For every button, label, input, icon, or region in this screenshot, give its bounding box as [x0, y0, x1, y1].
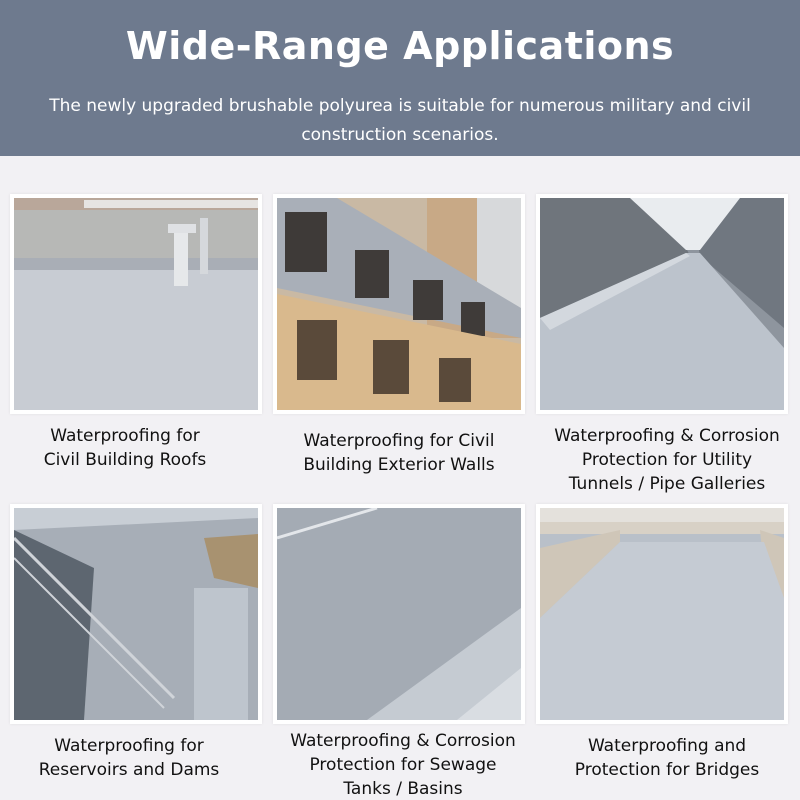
caption-line: Waterproofing for Civil — [303, 431, 495, 451]
caption-line: Building Exterior Walls — [303, 455, 495, 475]
caption-line: Reservoirs and Dams — [38, 760, 220, 780]
photo-exterior-wall — [273, 194, 525, 414]
banner-header — [0, 0, 800, 156]
caption-utility-tunnels — [534, 424, 800, 496]
roof-image — [14, 198, 258, 410]
photo-roof — [10, 194, 262, 414]
photo-reservoir — [10, 504, 262, 724]
exterior-wall-image — [277, 198, 521, 410]
caption-line: Waterproofing & Corrosion — [554, 426, 780, 446]
photo-utility-tunnel — [536, 194, 788, 414]
bridge-image — [540, 508, 784, 720]
caption-line: Waterproofing & Corrosion — [290, 731, 516, 751]
caption-line: Waterproofing for — [54, 736, 204, 756]
page-title: Wide-Range Applications — [125, 24, 675, 68]
caption-line: Tunnels / Pipe Galleries — [568, 474, 766, 494]
caption-reservoirs — [0, 734, 262, 782]
caption-sewage-tanks — [270, 729, 536, 800]
caption-exterior-walls — [266, 429, 532, 477]
caption-line: Protection for Utility — [581, 450, 753, 470]
utility-tunnel-image — [540, 198, 784, 410]
caption-roofs — [0, 424, 258, 472]
page-subtitle: The newly upgraded brushable polyurea is suitable for numerous military and civil construction scenarios. — [49, 96, 751, 145]
caption-line: Waterproofing and — [587, 736, 747, 756]
photo-bridge — [536, 504, 788, 724]
sewage-tank-image — [277, 508, 521, 720]
caption-bridges — [534, 734, 800, 782]
caption-line: Civil Building Roofs — [43, 450, 207, 470]
caption-line: Protection for Bridges — [574, 760, 760, 780]
photo-sewage-tank — [273, 504, 525, 724]
caption-line: Waterproofing for — [50, 426, 200, 446]
caption-line: Tanks / Basins — [343, 779, 463, 799]
reservoir-image — [14, 508, 258, 720]
caption-line: Protection for Sewage — [309, 755, 497, 775]
